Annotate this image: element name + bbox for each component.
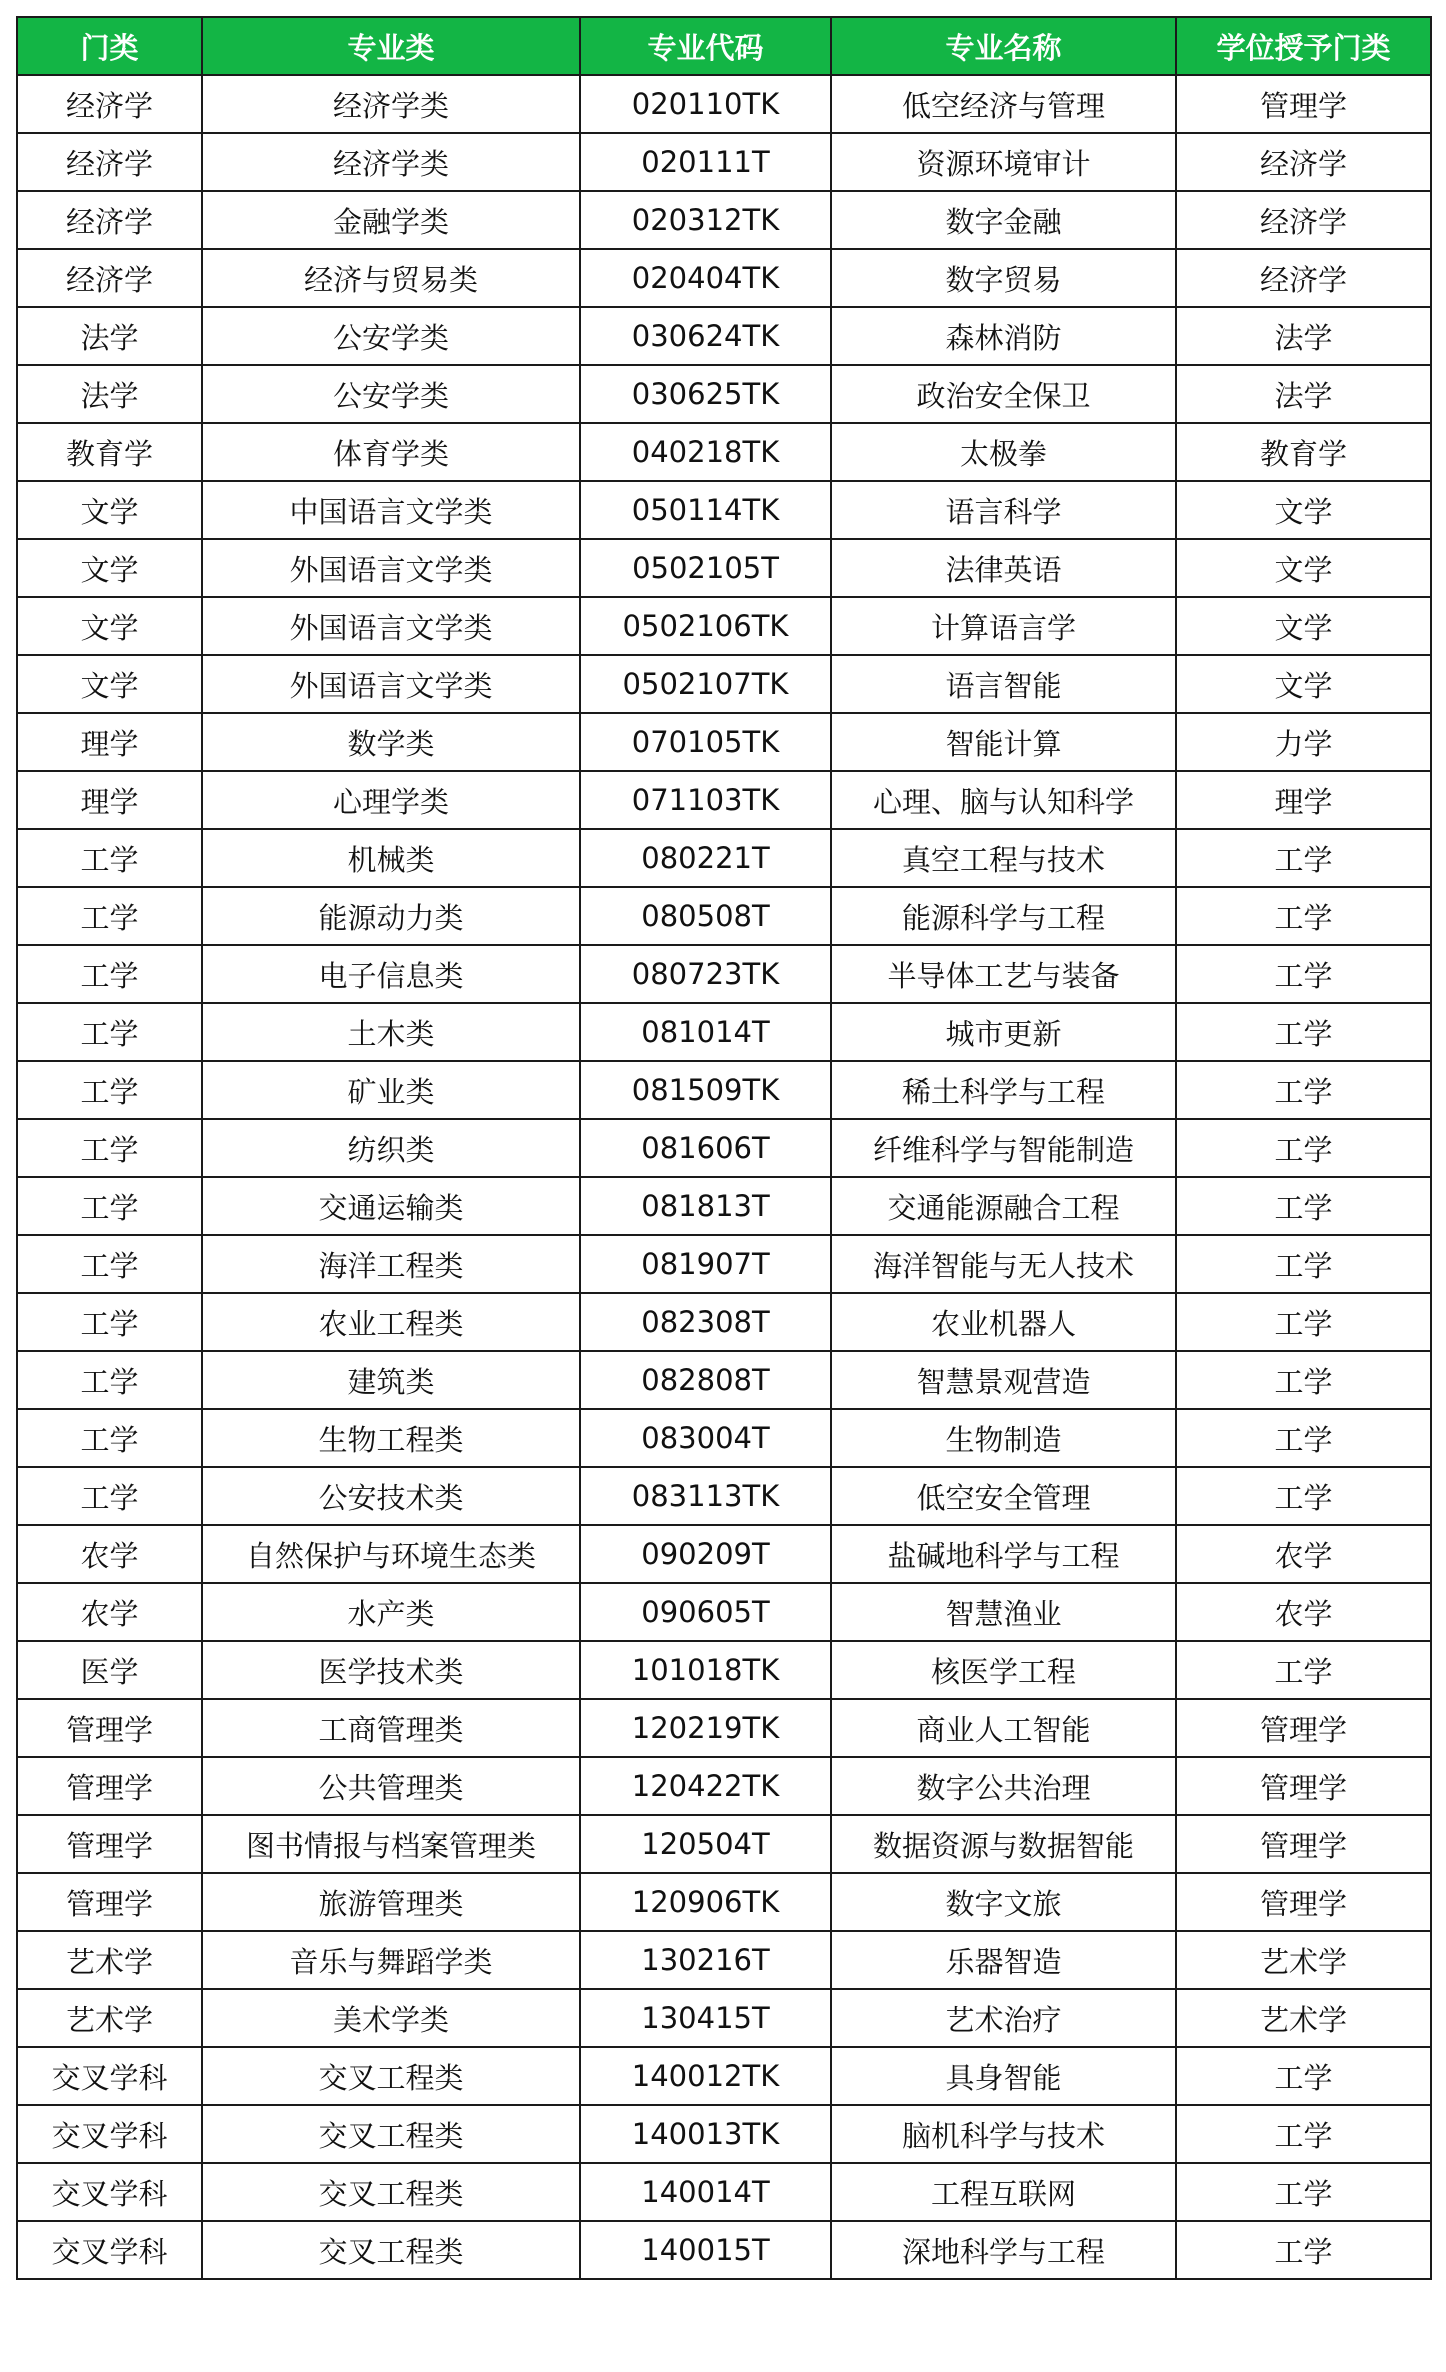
table-row [17, 2105, 1431, 2163]
cell-major-code: 020404TK [580, 249, 831, 307]
cell-major-code: 020110TK [580, 75, 831, 133]
cell-degree-category: 文学 [1176, 539, 1431, 597]
table-row [17, 1525, 1431, 1583]
cell-major-code: 081014T [580, 1003, 831, 1061]
header-major-name: 专业名称 [831, 17, 1176, 75]
cell-major-class: 美术学类 [202, 1989, 580, 2047]
cell-degree-category: 工学 [1176, 1061, 1431, 1119]
cell-major-class: 公共管理类 [202, 1757, 580, 1815]
cell-category: 农学 [17, 1525, 202, 1583]
cell-category: 农学 [17, 1583, 202, 1641]
cell-major-class: 交叉工程类 [202, 2047, 580, 2105]
table-row [17, 1931, 1431, 1989]
cell-category: 管理学 [17, 1757, 202, 1815]
cell-major-name: 法律英语 [831, 539, 1176, 597]
cell-degree-category: 工学 [1176, 887, 1431, 945]
table-row [17, 887, 1431, 945]
cell-category: 工学 [17, 1119, 202, 1177]
table-header [17, 17, 1431, 75]
cell-degree-category: 农学 [1176, 1525, 1431, 1583]
cell-major-class: 海洋工程类 [202, 1235, 580, 1293]
cell-major-name: 交通能源融合工程 [831, 1177, 1176, 1235]
cell-major-name: 计算语言学 [831, 597, 1176, 655]
cell-major-class: 公安学类 [202, 365, 580, 423]
cell-major-name: 低空经济与管理 [831, 75, 1176, 133]
majors-table [16, 16, 1432, 2280]
cell-major-class: 心理学类 [202, 771, 580, 829]
cell-major-class: 土木类 [202, 1003, 580, 1061]
cell-major-class: 经济学类 [202, 75, 580, 133]
cell-major-code: 082808T [580, 1351, 831, 1409]
cell-degree-category: 艺术学 [1176, 1989, 1431, 2047]
cell-category: 工学 [17, 1177, 202, 1235]
table-row [17, 1815, 1431, 1873]
cell-major-name: 稀土科学与工程 [831, 1061, 1176, 1119]
cell-major-class: 经济与贸易类 [202, 249, 580, 307]
cell-degree-category: 管理学 [1176, 1815, 1431, 1873]
cell-major-name: 语言科学 [831, 481, 1176, 539]
cell-major-name: 数字公共治理 [831, 1757, 1176, 1815]
cell-major-code: 0502105T [580, 539, 831, 597]
cell-degree-category: 工学 [1176, 1351, 1431, 1409]
cell-degree-category: 工学 [1176, 1177, 1431, 1235]
table-row [17, 597, 1431, 655]
cell-major-class: 经济学类 [202, 133, 580, 191]
cell-degree-category: 工学 [1176, 2105, 1431, 2163]
cell-major-class: 外国语言文学类 [202, 539, 580, 597]
cell-major-class: 金融学类 [202, 191, 580, 249]
cell-category: 工学 [17, 1351, 202, 1409]
cell-degree-category: 管理学 [1176, 1873, 1431, 1931]
cell-degree-category: 艺术学 [1176, 1931, 1431, 1989]
cell-major-name: 数字金融 [831, 191, 1176, 249]
table-row [17, 1641, 1431, 1699]
cell-category: 工学 [17, 829, 202, 887]
cell-major-name: 深地科学与工程 [831, 2221, 1176, 2279]
header-major-code: 专业代码 [580, 17, 831, 75]
cell-major-class: 能源动力类 [202, 887, 580, 945]
table-row [17, 1989, 1431, 2047]
cell-degree-category: 工学 [1176, 2163, 1431, 2221]
table-row [17, 365, 1431, 423]
cell-major-class: 自然保护与环境生态类 [202, 1525, 580, 1583]
cell-major-code: 120906TK [580, 1873, 831, 1931]
cell-degree-category: 工学 [1176, 1293, 1431, 1351]
cell-degree-category: 力学 [1176, 713, 1431, 771]
cell-major-code: 120219TK [580, 1699, 831, 1757]
cell-degree-category: 工学 [1176, 1235, 1431, 1293]
cell-category: 工学 [17, 887, 202, 945]
table-row [17, 1061, 1431, 1119]
cell-major-class: 交叉工程类 [202, 2105, 580, 2163]
cell-degree-category: 文学 [1176, 655, 1431, 713]
cell-major-code: 080508T [580, 887, 831, 945]
cell-degree-category: 经济学 [1176, 191, 1431, 249]
cell-major-code: 020111T [580, 133, 831, 191]
cell-major-code: 0502106TK [580, 597, 831, 655]
cell-major-class: 建筑类 [202, 1351, 580, 1409]
cell-category: 教育学 [17, 423, 202, 481]
cell-major-name: 智慧渔业 [831, 1583, 1176, 1641]
table-row [17, 1467, 1431, 1525]
cell-degree-category: 文学 [1176, 597, 1431, 655]
cell-category: 工学 [17, 1003, 202, 1061]
cell-major-class: 交叉工程类 [202, 2163, 580, 2221]
cell-major-name: 智慧景观营造 [831, 1351, 1176, 1409]
cell-major-class: 音乐与舞蹈学类 [202, 1931, 580, 1989]
table-row [17, 1583, 1431, 1641]
cell-category: 交叉学科 [17, 2105, 202, 2163]
cell-degree-category: 工学 [1176, 829, 1431, 887]
cell-major-code: 020312TK [580, 191, 831, 249]
cell-category: 理学 [17, 713, 202, 771]
cell-category: 文学 [17, 539, 202, 597]
cell-major-code: 081509TK [580, 1061, 831, 1119]
cell-degree-category: 经济学 [1176, 249, 1431, 307]
cell-major-class: 外国语言文学类 [202, 655, 580, 713]
cell-category: 经济学 [17, 249, 202, 307]
cell-major-code: 130415T [580, 1989, 831, 2047]
cell-major-code: 081813T [580, 1177, 831, 1235]
cell-category: 管理学 [17, 1873, 202, 1931]
table-row [17, 713, 1431, 771]
cell-major-name: 核医学工程 [831, 1641, 1176, 1699]
cell-major-class: 工商管理类 [202, 1699, 580, 1757]
cell-major-code: 101018TK [580, 1641, 831, 1699]
cell-major-class: 医学技术类 [202, 1641, 580, 1699]
header-degree-category: 学位授予门类 [1176, 17, 1431, 75]
cell-major-code: 040218TK [580, 423, 831, 481]
cell-major-name: 海洋智能与无人技术 [831, 1235, 1176, 1293]
table-row [17, 133, 1431, 191]
cell-degree-category: 管理学 [1176, 1699, 1431, 1757]
cell-major-class: 农业工程类 [202, 1293, 580, 1351]
cell-major-code: 140014T [580, 2163, 831, 2221]
cell-major-code: 071103TK [580, 771, 831, 829]
table-row [17, 1003, 1431, 1061]
cell-degree-category: 教育学 [1176, 423, 1431, 481]
cell-major-name: 森林消防 [831, 307, 1176, 365]
table-row [17, 249, 1431, 307]
cell-category: 工学 [17, 1409, 202, 1467]
cell-major-name: 具身智能 [831, 2047, 1176, 2105]
cell-degree-category: 法学 [1176, 307, 1431, 365]
cell-major-class: 矿业类 [202, 1061, 580, 1119]
table-row [17, 1177, 1431, 1235]
cell-major-code: 083113TK [580, 1467, 831, 1525]
table-row [17, 1235, 1431, 1293]
cell-category: 文学 [17, 597, 202, 655]
cell-category: 文学 [17, 655, 202, 713]
cell-major-class: 公安技术类 [202, 1467, 580, 1525]
cell-degree-category: 工学 [1176, 1467, 1431, 1525]
cell-major-code: 082308T [580, 1293, 831, 1351]
cell-major-name: 数据资源与数据智能 [831, 1815, 1176, 1873]
cell-category: 经济学 [17, 133, 202, 191]
cell-major-name: 政治安全保卫 [831, 365, 1176, 423]
cell-major-class: 交通运输类 [202, 1177, 580, 1235]
table-row [17, 307, 1431, 365]
cell-major-class: 纺织类 [202, 1119, 580, 1177]
cell-category: 艺术学 [17, 1931, 202, 1989]
cell-category: 工学 [17, 1235, 202, 1293]
table-row [17, 75, 1431, 133]
cell-major-class: 体育学类 [202, 423, 580, 481]
header-category: 门类 [17, 17, 202, 75]
cell-major-name: 盐碱地科学与工程 [831, 1525, 1176, 1583]
table-body [17, 75, 1431, 2279]
cell-category: 交叉学科 [17, 2047, 202, 2105]
cell-degree-category: 农学 [1176, 1583, 1431, 1641]
cell-major-class: 机械类 [202, 829, 580, 887]
cell-category: 医学 [17, 1641, 202, 1699]
cell-degree-category: 法学 [1176, 365, 1431, 423]
cell-major-code: 081907T [580, 1235, 831, 1293]
cell-degree-category: 管理学 [1176, 1757, 1431, 1815]
cell-major-name: 生物制造 [831, 1409, 1176, 1467]
cell-major-class: 水产类 [202, 1583, 580, 1641]
table-row [17, 1293, 1431, 1351]
table-row [17, 1699, 1431, 1757]
cell-degree-category: 工学 [1176, 1119, 1431, 1177]
cell-major-code: 080723TK [580, 945, 831, 1003]
cell-major-name: 真空工程与技术 [831, 829, 1176, 887]
table-row [17, 771, 1431, 829]
table-row [17, 2047, 1431, 2105]
table-row [17, 1873, 1431, 1931]
cell-major-name: 商业人工智能 [831, 1699, 1176, 1757]
cell-major-code: 120422TK [580, 1757, 831, 1815]
cell-major-code: 090605T [580, 1583, 831, 1641]
table-row [17, 829, 1431, 887]
cell-major-code: 090209T [580, 1525, 831, 1583]
cell-major-code: 070105TK [580, 713, 831, 771]
cell-category: 艺术学 [17, 1989, 202, 2047]
cell-category: 管理学 [17, 1815, 202, 1873]
cell-major-name: 心理、脑与认知科学 [831, 771, 1176, 829]
cell-major-code: 080221T [580, 829, 831, 887]
cell-major-name: 语言智能 [831, 655, 1176, 713]
table-row [17, 2163, 1431, 2221]
cell-major-name: 工程互联网 [831, 2163, 1176, 2221]
table-row [17, 191, 1431, 249]
table-row [17, 945, 1431, 1003]
cell-major-code: 050114TK [580, 481, 831, 539]
table-row [17, 1351, 1431, 1409]
cell-category: 管理学 [17, 1699, 202, 1757]
cell-major-code: 140015T [580, 2221, 831, 2279]
cell-major-class: 生物工程类 [202, 1409, 580, 1467]
cell-major-class: 旅游管理类 [202, 1873, 580, 1931]
table-row [17, 481, 1431, 539]
cell-degree-category: 理学 [1176, 771, 1431, 829]
cell-category: 工学 [17, 1467, 202, 1525]
cell-major-name: 半导体工艺与装备 [831, 945, 1176, 1003]
cell-category: 交叉学科 [17, 2221, 202, 2279]
cell-category: 工学 [17, 1061, 202, 1119]
cell-category: 经济学 [17, 75, 202, 133]
cell-degree-category: 工学 [1176, 2221, 1431, 2279]
cell-major-code: 0502107TK [580, 655, 831, 713]
cell-major-name: 农业机器人 [831, 1293, 1176, 1351]
cell-major-name: 能源科学与工程 [831, 887, 1176, 945]
cell-major-code: 030624TK [580, 307, 831, 365]
cell-category: 理学 [17, 771, 202, 829]
header-row [17, 17, 1431, 75]
cell-major-code: 140013TK [580, 2105, 831, 2163]
cell-degree-category: 工学 [1176, 1409, 1431, 1467]
cell-category: 交叉学科 [17, 2163, 202, 2221]
cell-major-code: 140012TK [580, 2047, 831, 2105]
cell-degree-category: 工学 [1176, 1003, 1431, 1061]
cell-degree-category: 工学 [1176, 945, 1431, 1003]
cell-category: 经济学 [17, 191, 202, 249]
table-row [17, 1119, 1431, 1177]
cell-degree-category: 经济学 [1176, 133, 1431, 191]
cell-major-class: 公安学类 [202, 307, 580, 365]
cell-degree-category: 工学 [1176, 1641, 1431, 1699]
table-row [17, 1409, 1431, 1467]
cell-category: 工学 [17, 1293, 202, 1351]
cell-major-name: 资源环境审计 [831, 133, 1176, 191]
table-row [17, 2221, 1431, 2279]
cell-major-name: 乐器智造 [831, 1931, 1176, 1989]
cell-major-name: 数字文旅 [831, 1873, 1176, 1931]
cell-major-code: 081606T [580, 1119, 831, 1177]
cell-category: 法学 [17, 365, 202, 423]
cell-major-class: 中国语言文学类 [202, 481, 580, 539]
cell-category: 法学 [17, 307, 202, 365]
table-row [17, 655, 1431, 713]
cell-major-name: 纤维科学与智能制造 [831, 1119, 1176, 1177]
cell-major-name: 艺术治疗 [831, 1989, 1176, 2047]
cell-major-class: 交叉工程类 [202, 2221, 580, 2279]
cell-major-name: 太极拳 [831, 423, 1176, 481]
cell-major-code: 120504T [580, 1815, 831, 1873]
table-row [17, 423, 1431, 481]
cell-degree-category: 管理学 [1176, 75, 1431, 133]
cell-category: 文学 [17, 481, 202, 539]
cell-degree-category: 文学 [1176, 481, 1431, 539]
table-row [17, 539, 1431, 597]
cell-degree-category: 工学 [1176, 2047, 1431, 2105]
cell-major-class: 外国语言文学类 [202, 597, 580, 655]
cell-major-name: 低空安全管理 [831, 1467, 1176, 1525]
cell-major-code: 030625TK [580, 365, 831, 423]
cell-major-name: 脑机科学与技术 [831, 2105, 1176, 2163]
cell-category: 工学 [17, 945, 202, 1003]
majors-table-container [16, 16, 1430, 2280]
cell-major-code: 083004T [580, 1409, 831, 1467]
cell-major-code: 130216T [580, 1931, 831, 1989]
cell-major-class: 数学类 [202, 713, 580, 771]
cell-major-name: 智能计算 [831, 713, 1176, 771]
cell-major-class: 图书情报与档案管理类 [202, 1815, 580, 1873]
cell-major-class: 电子信息类 [202, 945, 580, 1003]
cell-major-name: 城市更新 [831, 1003, 1176, 1061]
table-row [17, 1757, 1431, 1815]
header-major-class: 专业类 [202, 17, 580, 75]
cell-major-name: 数字贸易 [831, 249, 1176, 307]
